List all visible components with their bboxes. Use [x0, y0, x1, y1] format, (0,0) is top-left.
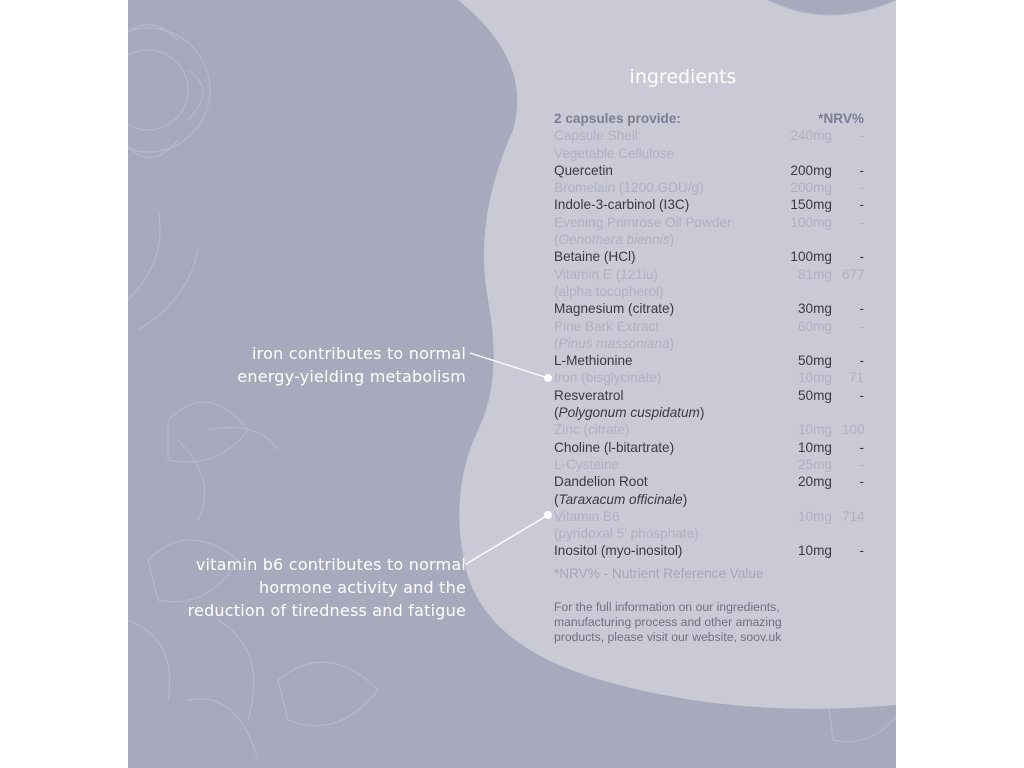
table-row: Resveratrol 50mg -: [554, 387, 864, 403]
table-row: Betaine (HCl) 100mg -: [554, 249, 864, 265]
table-row: Capsule Shell: 240mg -: [554, 128, 864, 144]
table-row: Vegetable Cellulose: [554, 145, 675, 161]
table-row: Dandelion Root 20mg -: [554, 474, 864, 490]
header-label: 2 capsules provide:: [554, 111, 681, 126]
table-row: L-Methionine 50mg -: [554, 353, 864, 369]
product-panel: [128, 0, 896, 768]
b6-callout: vitamin b6 contributes to normal hormone activity and the reduction of tiredness and fatigue: [187, 555, 466, 620]
iron-callout: iron contributes to normal energy-yielding metabolism: [237, 344, 466, 386]
table-row: L-Cysteine 25mg -: [554, 456, 864, 472]
table-row: (Polygonum cuspidatum): [554, 405, 705, 421]
table-row: (Taraxacum officinale): [554, 491, 688, 507]
ingredients-table: [554, 110, 864, 560]
table-row: Zinc (citrate) 10mg 100: [554, 422, 865, 438]
header-nrv: *NRV%: [818, 111, 864, 126]
table-row: Magnesium (citrate) 30mg -: [554, 301, 864, 317]
table-row: Indole-3-carbinol (I3C) 150mg -: [554, 197, 864, 213]
table-row: Evening Primrose Oil Powder 100mg -: [554, 214, 864, 230]
table-row: Vitamin E (121iu) 81mg 677: [554, 266, 865, 282]
table-row: (Oenothera biennis): [554, 232, 675, 248]
iron-callout-dot: [544, 374, 552, 382]
table-row: Choline (l-bitartrate) 10mg -: [554, 439, 864, 455]
table-row: Iron (bisglycinate) 10mg 71: [554, 370, 864, 386]
table-row: Quercetin 200mg -: [554, 162, 864, 178]
table-row: Vitamin B6 10mg 714: [554, 508, 865, 524]
ingredients-title: ingredients: [629, 66, 737, 88]
nrv-note: *NRV% - Nutrient Reference Value: [554, 566, 764, 581]
b6-callout-dot: [544, 511, 552, 519]
table-row: (alpha tocopherol): [554, 283, 664, 299]
table-row: (Pinus massoniana): [554, 335, 675, 351]
footer-text: For the full information on our ingredients, manufacturing process and other amazing products, please visit our website, soov.uk: [554, 600, 782, 644]
table-row: Inositol (myo-inositol) 10mg -: [554, 543, 864, 559]
table-row: Pine Bark Extract 60mg -: [554, 318, 864, 334]
table-header: [554, 110, 864, 127]
table-row: (pyridoxal 5' phosphate): [554, 526, 699, 542]
table-row: Bromelain (1200 GDU/g) 200mg -: [554, 180, 864, 196]
